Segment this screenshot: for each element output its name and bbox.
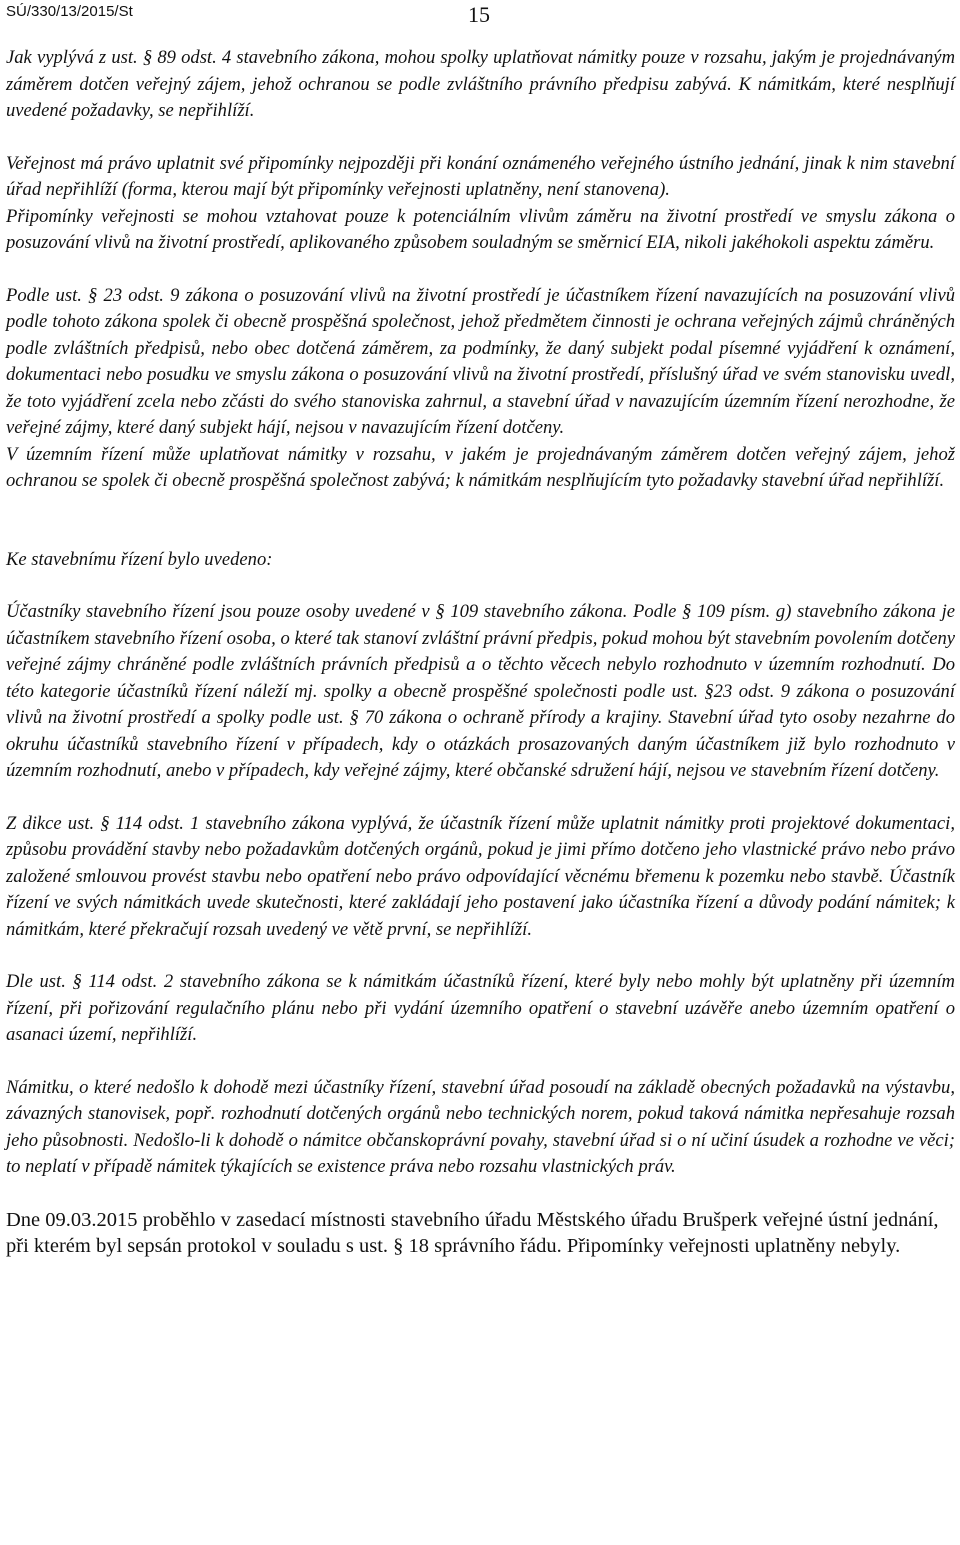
paragraph-ucastnici-stavebniho-rizeni: Účastníky stavebního řízení jsou pouze osoby uvedené v § 109 stavebního zákona. Podle § 109 písm. g) stavebního zákona je účastníkem stavebního řízení osoba, o které tak stanoví zvláštní právní předpis, pokud mohou být stavebním povolením dotčeny veřejné zájmy chráněné podle zvláštních právních předpisů a o těchto věcech nebylo rozhodnuto v územním rozhodnutí. Do této kategorie účastníků řízení náleží mj. spolky a obecně prospěšné společnosti podle ust. §23 odst. 9 zákona o posuzování vlivů na životní prostředí a spolky podle ust. § 70 zákona o ochraně přírody a krajiny. Stavební úřad tyto osoby nezahrne do okruhu účastníků stavebního řízení v případech, kdy o otázkách prosazovaných daným účastníkem již bylo rozhodnuto v územním rozhodnutí, anebo v případech, kdy veřejné zájmy, které občanské sdružení hájí, nejsou ve stavebním řízení dotčeny. [6,601,955,781]
paragraph-ustni-jednani: Dne 09.03.2015 proběhlo v zasedací místnosti stavebního úřadu Městského úřadu Brušperk veřejné ústní jednání, při kterém byl sepsán protokol v souladu s ust. § 18 správního řádu. Připomínky veřejnosti uplatněny nebyly. [6,1208,939,1257]
paragraph-pripominky-rozsah: Připomínky veřejnosti se mohou vztahovat pouze k potenciálním vlivům záměru na životní prostředí ve smyslu zákona o posuzování vlivů na životní prostředí, aplikovaného způsobem souladným se směrnicí EIA, nikoli jakéhokoli aspektu záměru. [6,205,955,253]
document-body [6,45,955,1259]
page-number: 15 [468,2,490,27]
paragraph-namitka-dohoda: Námitku, o které nedošlo k dohodě mezi účastníky řízení, stavební úřad posoudí na základě obecných požadavků na výstavbu, závazných stanovisek, popř. rozhodnutí dotčených orgánů nebo technických norem, pokud taková námitka nepřesahuje rozsah jeho působnosti. Nedošlo-li k dohodě o námitce občanskoprávní povahy, stavební úřad si o ní učiní úsudek a rozhodne ve věci; to neplatí v případě námitek týkajících se existence práva nebo rozsahu vlastnických práv. [6,1076,955,1177]
paragraph-spolky-namitky: Jak vyplývá z ust. § 89 odst. 4 stavebního zákona, mohou spolky uplatňovat námitky pouze v rozsahu, jakým je projednávaným záměrem dotčen veřejný zájem, jehož ochranou se podle zvláštního právního předpisu zabývá. K námitkám, které nesplňují uvedené požadavky, se nepřihlíží. [6,47,955,121]
paragraph-dikce-114-2: Dle ust. § 114 odst. 2 stavebního zákona se k námitkám účastníků řízení, které byly nebo mohly být uplatněny při územním řízení, při pořizování regulačního plánu nebo při vydání územního opatření o stavební uzávěře anebo územním opatření o asanaci území, nepřihlíží. [6,971,955,1045]
paragraph-uzemni-rizeni: V územním řízení může uplatňovat námitky v rozsahu, v jakém je projednávaným záměrem dotčen veřejný zájem, jehož ochranou se spolek či obecně prospěšná společnost zabývá; k námitkám nesplňujícím tyto požadavky stavební úřad nepřihlíží. [6,443,955,491]
paragraph-eia-ucastnik: Podle ust. § 23 odst. 9 zákona o posuzování vlivů na životní prostředí je účastníkem řízení navazujících na posuzování vlivů podle tohoto zákona spolek či obecně prospěšná společnost, jehož předmětem činnosti je ochrana veřejných zájmů chráněných podle zvláštních předpisů, nebo obec dotčená záměrem, za podmínky, že daný subjekt podal písemné vyjádření k oznámení, dokumentaci nebo posudku ve smyslu zákona o posuzování vlivů na životní prostředí, příslušný úřad ve svém stanovisku uvedl, že toto vyjádření zcela nebo zčásti do svého stanoviska zahrnul, a stavební úřad v navazujícím územním řízení nerozhodne, že veřejné zájmy, které daný subjekt hájí, nejsou v navazujícím řízení dotčeny. [6,284,955,438]
section-heading-stavebni-rizeni: Ke stavebnímu řízení bylo uvedeno: [6,548,273,570]
paragraph-dikce-114-1: Z dikce ust. § 114 odst. 1 stavebního zákona vyplývá, že účastník řízení může uplatnit námitky proti projektové dokumentaci, způsobu provádění stavby nebo požadavkům dotčených orgánů, pokud je jimi přímo dotčeno jeho vlastnické právo nebo právo založené smlouvou provést stavbu nebo opatření nebo právo odpovídající věcnému břemenu k pozemku nebo stavbě. Účastník řízení ve svých námitkách uvede skutečnosti, které zakládají jeho postavení jako účastníka řízení a důvody podání námitek; k námitkám, které překračují rozsah uvedený ve větě první, se nepřihlíží. [6,812,955,940]
document-reference: SÚ/330/13/2015/St [6,3,133,20]
paragraph-verejnost-pripominky: Veřejnost má právo uplatnit své připomínky nejpozději při konání oznámeného veřejného ústního jednání, jinak k nim stavební úřad nepřihlíží (forma, kterou mají být připomínky veřejnosti uplatněny, není stanovena). [6,152,955,200]
